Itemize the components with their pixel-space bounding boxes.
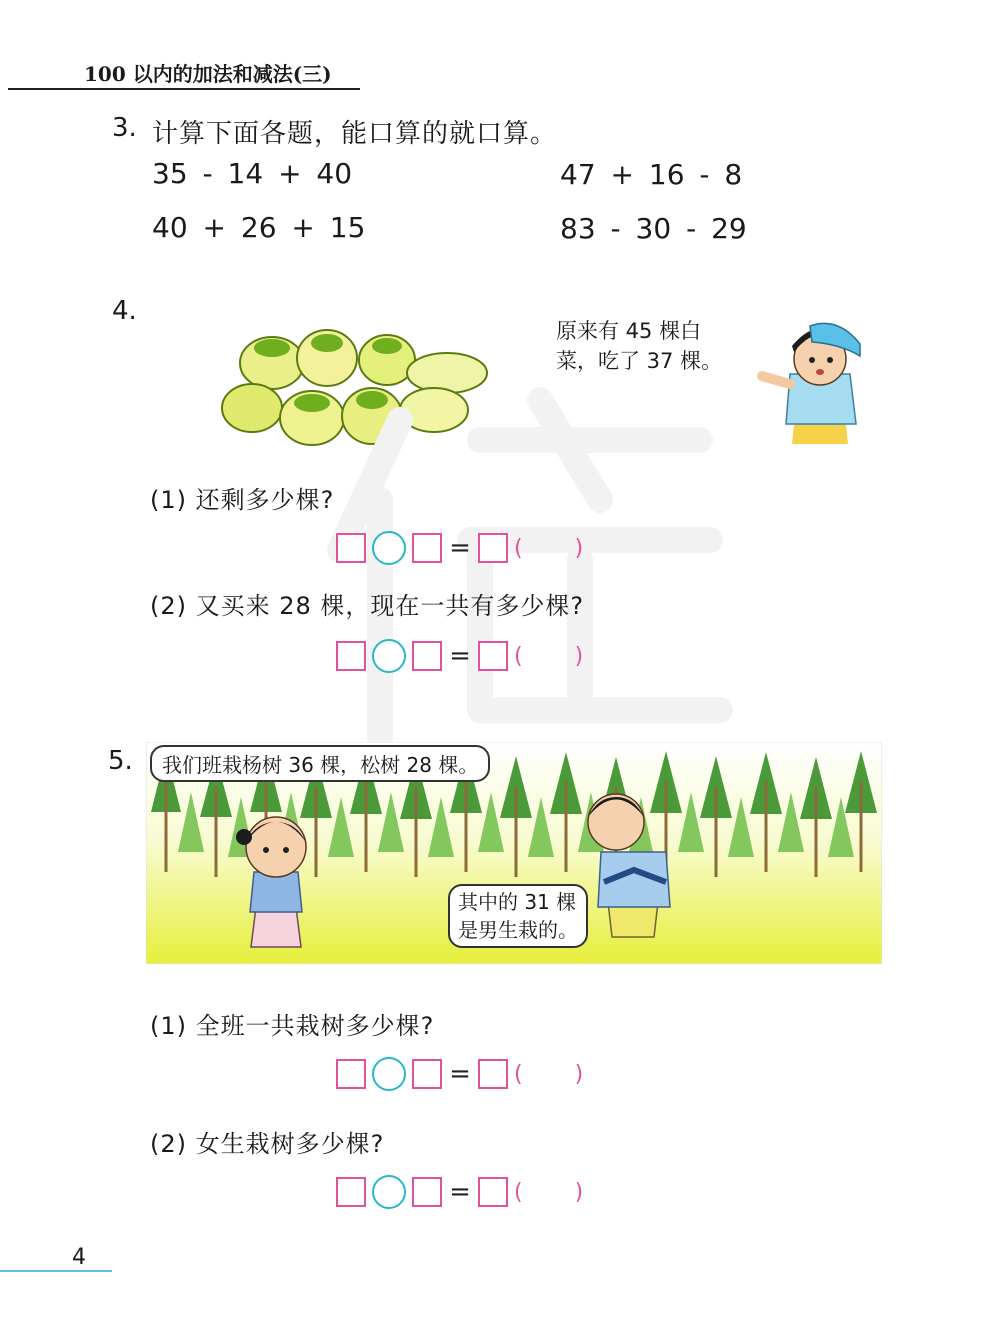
header-rule — [8, 88, 360, 90]
answer-box[interactable] — [336, 641, 366, 671]
operator-circle[interactable] — [372, 531, 406, 565]
q4-number: 4. — [112, 296, 137, 326]
watermark — [280, 380, 760, 760]
q4-speech-line-1: 原来有 45 棵白 — [556, 319, 702, 343]
answer-box[interactable] — [336, 533, 366, 563]
answer-box[interactable] — [336, 1177, 366, 1207]
q5-boy-speech-bubble — [448, 884, 588, 948]
q5-part1-label: (1) 全班一共栽树多少棵? — [150, 1012, 435, 1040]
q5-boy-speech-line-2: 是男生栽的。 — [458, 918, 578, 942]
q5-part2-answer-row — [336, 1174, 583, 1210]
q5-part1-answer-row — [336, 1056, 583, 1092]
q5-boy-speech-line-1: 其中的 31 棵 — [458, 890, 577, 914]
result-box[interactable] — [478, 1177, 508, 1207]
result-box[interactable] — [478, 1059, 508, 1089]
equals-sign: = — [449, 1059, 471, 1089]
operator-circle[interactable] — [372, 1175, 406, 1209]
unit-parenthesis[interactable]: ( ) — [514, 1179, 584, 1205]
answer-box[interactable] — [336, 1059, 366, 1089]
result-box[interactable] — [478, 533, 508, 563]
q4-part1-label: (1) 还剩多少棵? — [150, 486, 335, 514]
q4-speech-line-2: 菜，吃了 37 棵。 — [556, 349, 723, 373]
q4-part1-answer-row — [336, 530, 583, 566]
equals-sign: = — [449, 1177, 471, 1207]
operator-circle[interactable] — [372, 639, 406, 673]
q4-part2-label: (2) 又买来 28 棵，现在一共有多少棵? — [150, 592, 585, 620]
page-header-title: 100 以内的加法和减法(三) — [84, 62, 332, 86]
q5-girl-speech: 我们班栽杨树 36 棵，松树 28 棵。 — [162, 753, 479, 777]
equals-sign: = — [449, 641, 471, 671]
q3-expression-1: 35 - 14 + 40 — [152, 157, 353, 190]
q3-instruction: 计算下面各题，能口算的就口算。 — [152, 119, 558, 149]
operator-circle[interactable] — [372, 1057, 406, 1091]
q3-expression-3: 40 + 26 + 15 — [152, 211, 366, 244]
answer-box[interactable] — [412, 641, 442, 671]
equals-sign: = — [449, 533, 471, 563]
page-number: 4 — [72, 1245, 86, 1270]
q5-number: 5. — [108, 746, 133, 776]
q3-expression-2: 47 + 16 - 8 — [560, 158, 743, 191]
page-number-rule — [0, 1270, 112, 1272]
q3-expression-4: 83 - 30 - 29 — [560, 212, 747, 245]
q3-number: 3. — [112, 113, 137, 143]
result-box[interactable] — [478, 641, 508, 671]
unit-parenthesis[interactable]: ( ) — [514, 1061, 584, 1087]
unit-parenthesis[interactable]: ( ) — [514, 643, 584, 669]
q4-speech-bubble — [556, 316, 722, 376]
q5-part2-label: (2) 女生栽树多少棵? — [150, 1130, 385, 1158]
answer-box[interactable] — [412, 1177, 442, 1207]
boy-pointing-illustration — [750, 314, 865, 444]
answer-box[interactable] — [412, 533, 442, 563]
q4-part2-answer-row — [336, 638, 583, 674]
q5-girl-speech-bubble — [150, 745, 490, 782]
answer-box[interactable] — [412, 1059, 442, 1089]
unit-parenthesis[interactable]: ( ) — [514, 535, 584, 561]
